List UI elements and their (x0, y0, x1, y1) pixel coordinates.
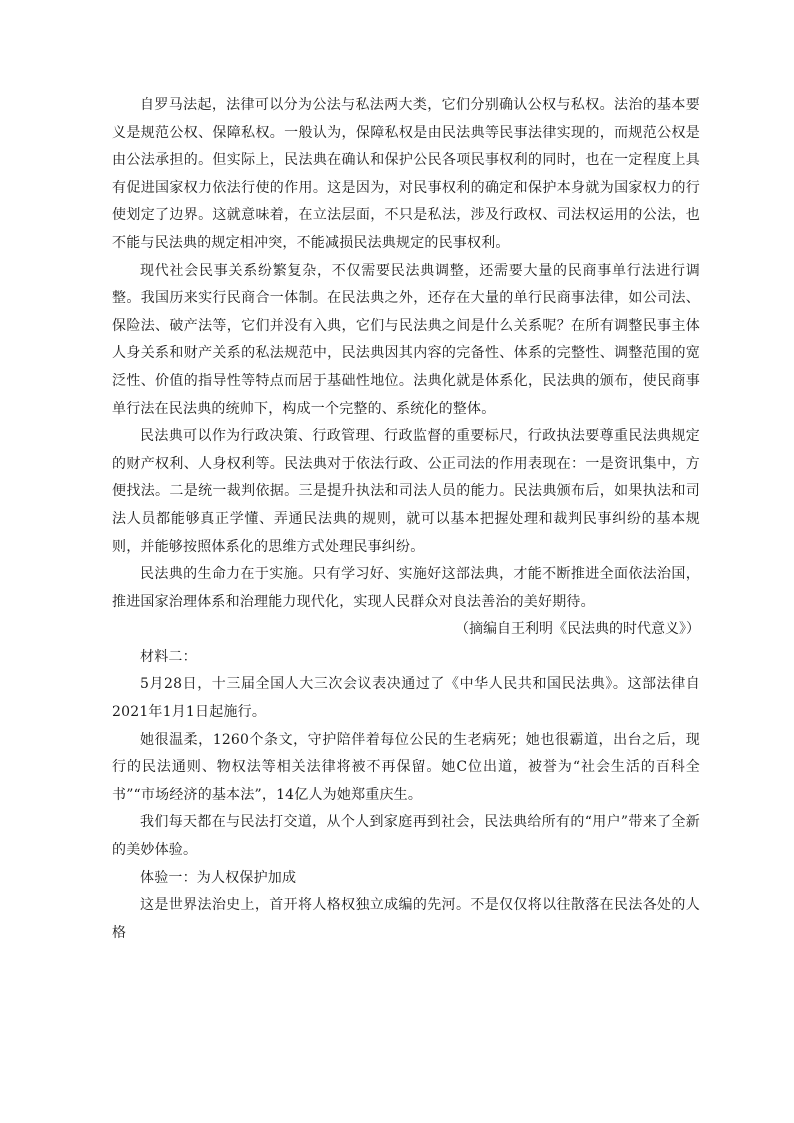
source-attribution: （摘编自王利明《民法典的时代意义》） (455, 621, 700, 638)
paragraph-1: 自罗马法起，法律可以分为公法与私法两大类，它们分别确认公权与私权。法治的基本要义是规范公权、保障私权。一般认为，保障私权是由民法典等民事法律实现的，而规范公权是由公法承担的。但实际上，民法典在确认和保护公民各项民事权利的同时，也在一定程度上具有促进国家权力依法行使的作用。这是因为，对民事权利的确定和保护本身就为国家权力的行使划定了边界。这就意味着，在立法层面，不只是私法，涉及行政权、司法权运用的公法，也不能与民法典的规定相冲突，不能减损民法典规定的民事权利。 (112, 97, 700, 251)
paragraph-2: 现代社会民事关系纷繁复杂，不仅需要民法典调整，还需要大量的民商事单行法进行调整。我国历来实行民商合一体制。在民法典之外，还存在大量的单行民商事法律，如公司法、保险法、破产法等，它们并没有入典，它们与民法典之间是什么关系呢？在所有调整民事主体人身关系和财产关系的私法规范中，民法典因其内容的完备性、体系的完整性、调整范围的宽泛性、价值的指导性等特点而居于基础性地位。法典化就是体系化，民法典的颁布，使民商事单行法在民法典的统帅下，构成一个完整的、系统化的整体。 (112, 262, 700, 417)
document-page (112, 92, 700, 947)
paragraph-4: 民法典的生命力在于实施。只有学习好、实施好这部法典，才能不断推进全面依法治国，推进国家治理体系和治理能力现代化，实现人民群众对良法善治的美好期待。 (112, 566, 700, 610)
paragraph-5: 5月28日，十三届全国人大三次会议表决通过了《中华人民共和国民法典》。这部法律自2021年1月1日起施行。 (112, 676, 700, 721)
material-two-heading: 材料二： (140, 648, 197, 665)
experience-one-heading: 体验一：为人权保护加成 (140, 869, 297, 886)
paragraph-7: 我们每天都在与民法打交道，从个人到家庭再到社会，民法典给所有的“用户”带来了全新的美妙体验。 (112, 814, 700, 859)
paragraph-6: 她很温柔，1260个条文，守护陪伴着每位公民的生老病死；她也很霸道，出台之后，现行的民法通则、物权法等相关法律将被不再保留。她C位出道，被誉为“社会生活的百科全书”“市场经济的基本法”，14亿人为她郑重庆生。 (112, 731, 700, 803)
paragraph-8: 这是世界法治史上，首开将人格权独立成编的先河。不是仅仅将以往散落在民法各处的人格 (112, 897, 700, 941)
paragraph-3: 民法典可以作为行政决策、行政管理、行政监督的重要标尺，行政执法要尊重民法典规定的财产权利、人身权利等。民法典对于依法行政、公正司法的作用表现在：一是资讯集中，方便找法。二是统一裁判依据。三是提升执法和司法人员的能力。民法典颁布后，如果执法和司法人员都能够真正学懂、弄通民法典的规则，就可以基本把握处理和裁判民事纠纷的基本规则，并能够按照体系化的思维方式处理民事纠纷。 (112, 428, 700, 555)
